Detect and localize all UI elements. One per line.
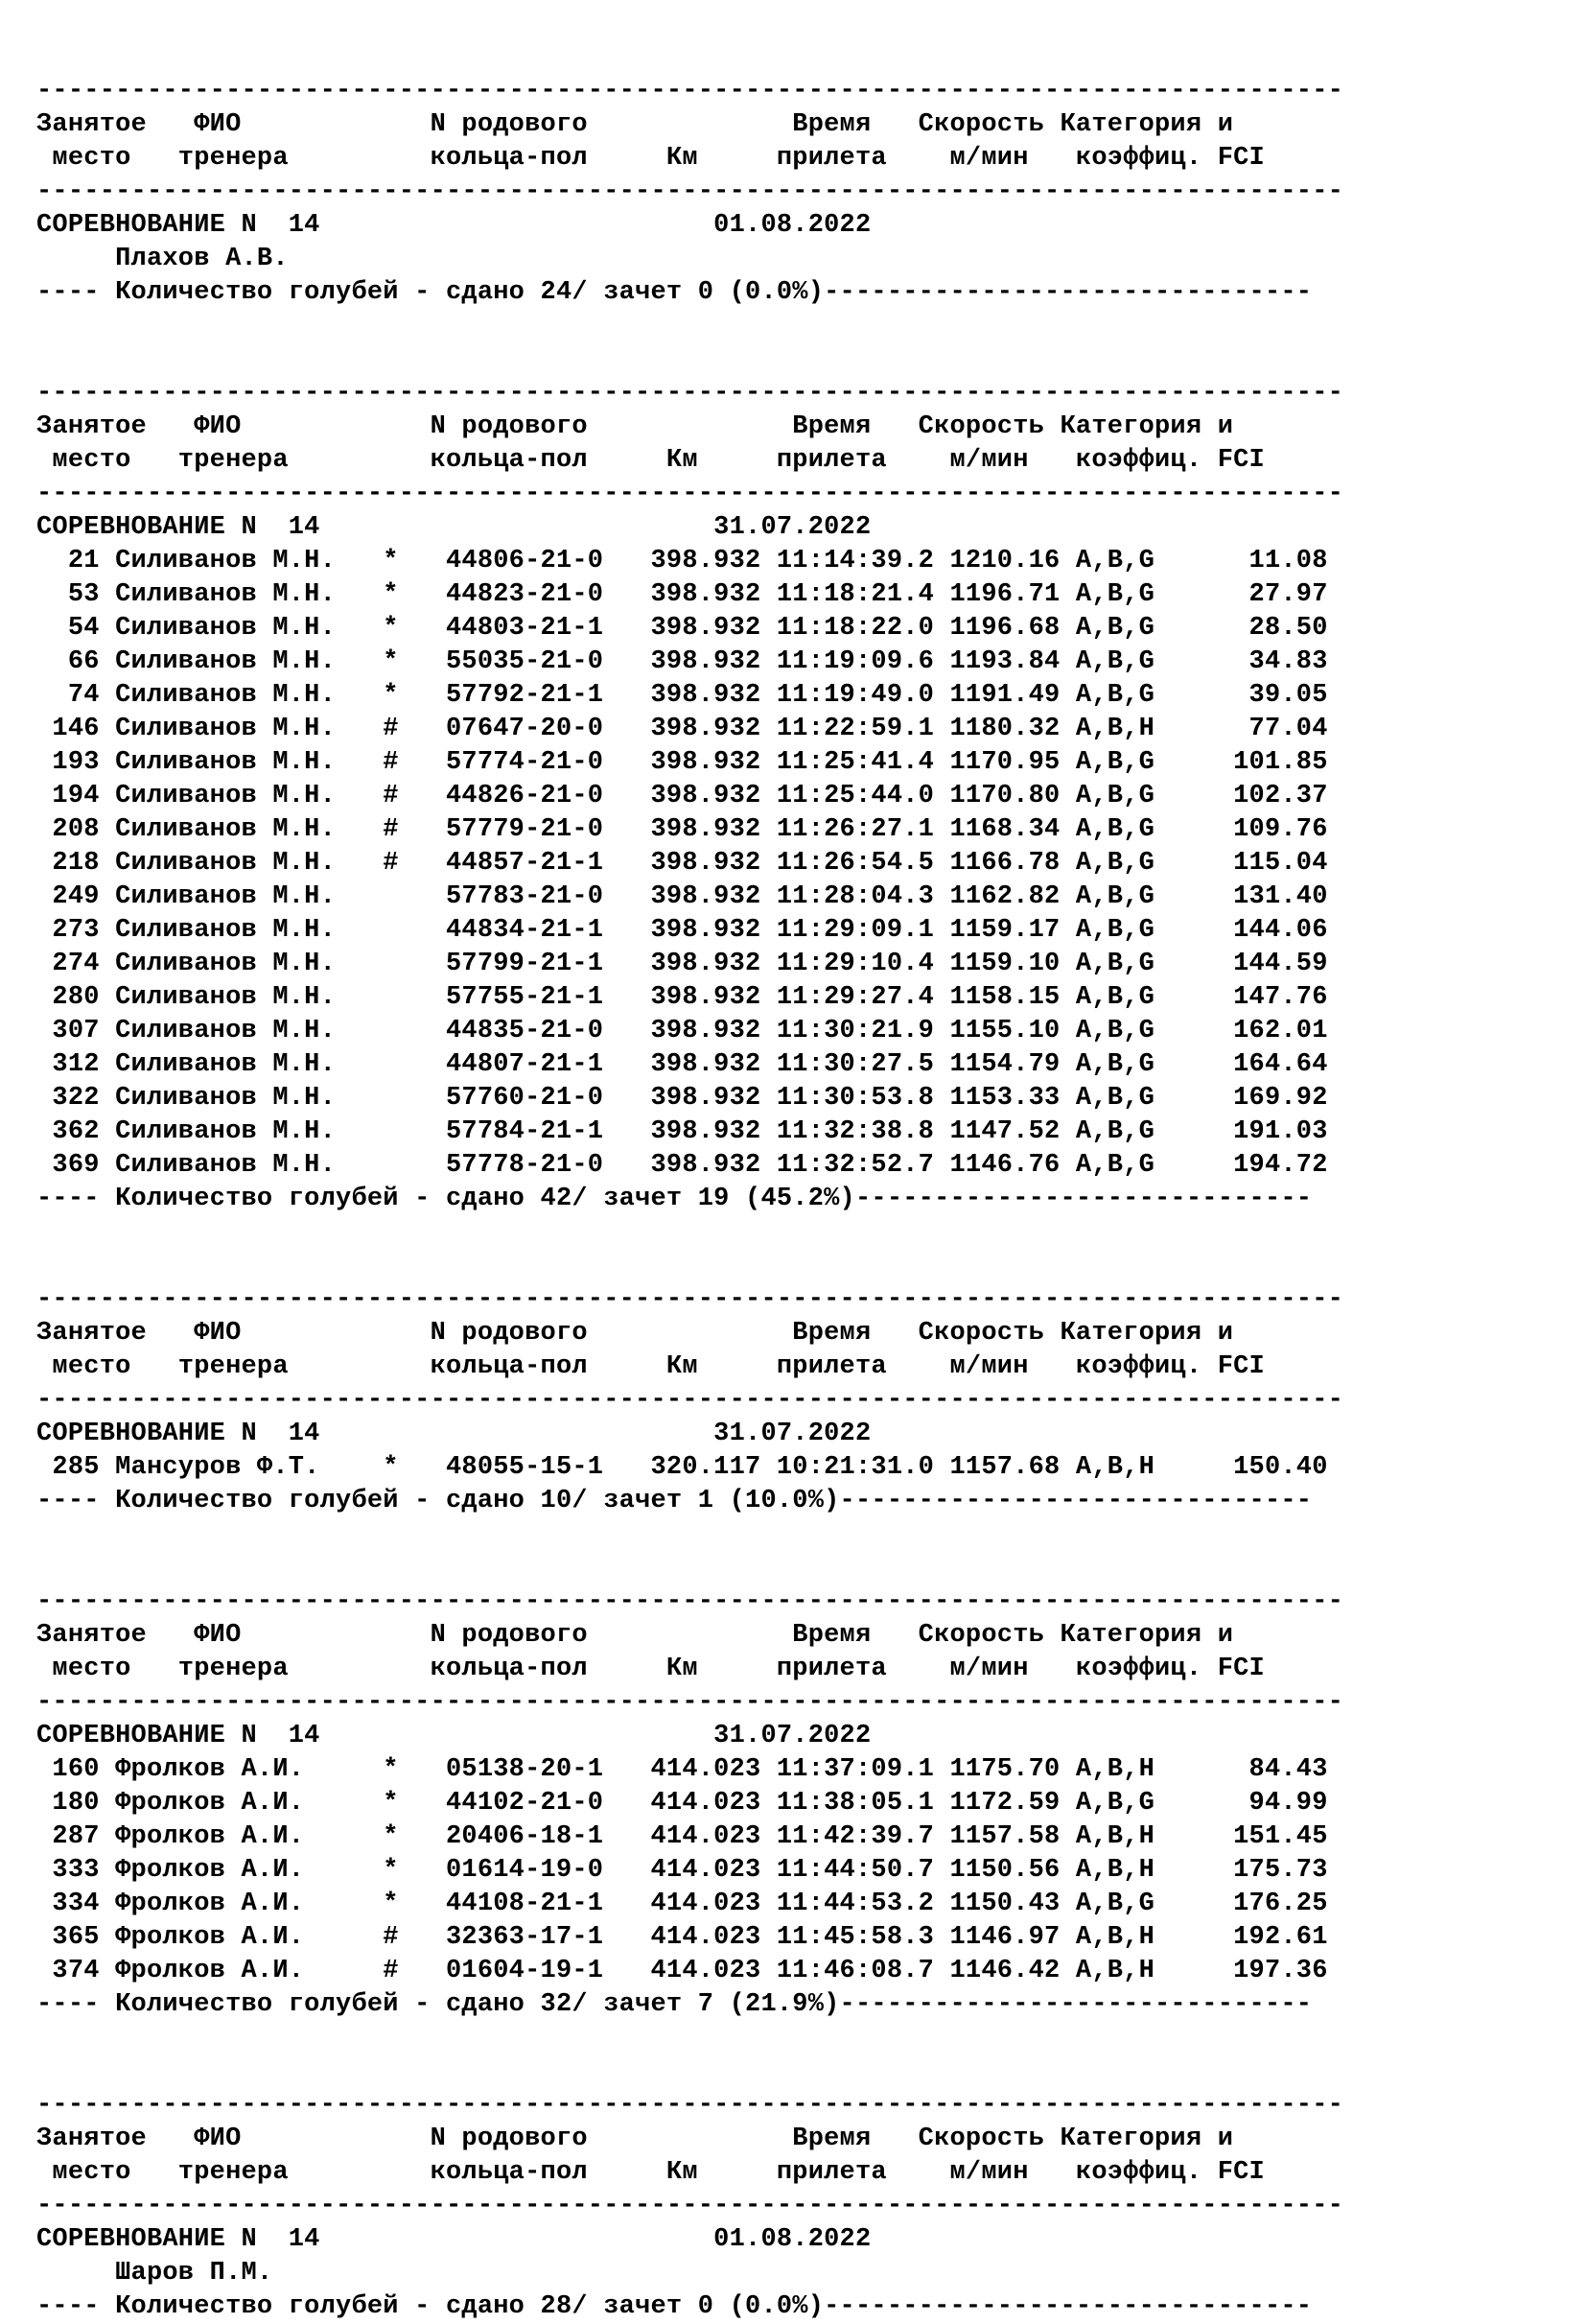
result-row: 322 Силиванов М.Н. 57760-21-0 398.932 11:30:53.8 1153.33 A,B,G 169.92 [36, 1084, 1328, 1113]
section-summary: ---- Количество голубей - сдано 42/ зачет 19 (45.2%)----------------------------- [36, 1185, 1313, 1213]
result-row: 285 Мансуров Ф.Т. * 48055-15-1 320.117 10:21:31.0 1157.68 A,B,H 150.40 [36, 1453, 1328, 1482]
result-row: 193 Силиванов М.Н. # 57774-21-0 398.932 11:25:41.4 1170.95 A,B,G 101.85 [36, 748, 1328, 777]
column-header-line2: место тренера кольца-пол Км прилета м/мин коэффиц. FCI [36, 1655, 1265, 1683]
section-summary: ---- Количество голубей - сдано 10/ зачет 1 (10.0%)------------------------------ [36, 1487, 1313, 1515]
section-summary: ---- Количество голубей - сдано 28/ зачет 0 (0.0%)------------------------------- [36, 2292, 1313, 2321]
column-header-line2: место тренера кольца-пол Км прилета м/мин коэффиц. FCI [36, 1352, 1265, 1381]
column-header-line1: Занятое ФИО N родового Время Скорость Категория и [36, 1319, 1234, 1348]
column-header-line2: место тренера кольца-пол Км прилета м/мин коэффиц. FCI [36, 144, 1265, 173]
results-document [36, 75, 1343, 2324]
header-rule-top: ----------------------------------------------------------------------------------- [36, 2091, 1344, 2120]
result-row: 146 Силиванов М.Н. # 07647-20-0 398.932 11:22:59.1 1180.32 A,B,H 77.04 [36, 715, 1328, 743]
trainer-name: Шаров П.М. [36, 2259, 273, 2288]
header-rule-top: ----------------------------------------------------------------------------------- [36, 379, 1344, 408]
result-row: 365 Фролков А.И. # 32363-17-1 414.023 11:45:58.3 1146.97 A,B,H 192.61 [36, 1923, 1328, 1952]
competition-title: СОРЕВНОВАНИЕ N 14 31.07.2022 [36, 1420, 872, 1448]
result-row: 280 Силиванов М.Н. 57755-21-1 398.932 11:29:27.4 1158.15 A,B,G 147.76 [36, 983, 1328, 1012]
trainer-name: Плахов А.В. [36, 245, 289, 273]
header-rule-bottom: ----------------------------------------------------------------------------------- [36, 1386, 1344, 1415]
result-row: 362 Силиванов М.Н. 57784-21-1 398.932 11:32:38.8 1147.52 A,B,G 191.03 [36, 1117, 1328, 1146]
result-row: 249 Силиванов М.Н. 57783-21-0 398.932 11:28:04.3 1162.82 A,B,G 131.40 [36, 882, 1328, 911]
result-row: 307 Силиванов М.Н. 44835-21-0 398.932 11:30:21.9 1155.10 A,B,G 162.01 [36, 1017, 1328, 1045]
competition-title: СОРЕВНОВАНИЕ N 14 01.08.2022 [36, 2225, 872, 2254]
column-header-line1: Занятое ФИО N родового Время Скорость Категория и [36, 2124, 1234, 2153]
result-row: 273 Силиванов М.Н. 44834-21-1 398.932 11:29:09.1 1159.17 A,B,G 144.06 [36, 916, 1328, 945]
result-row: 334 Фролков А.И. * 44108-21-1 414.023 11:44:53.2 1150.43 A,B,G 176.25 [36, 1890, 1328, 1918]
result-row: 66 Силиванов М.Н. * 55035-21-0 398.932 11:19:09.6 1193.84 A,B,G 34.83 [36, 647, 1328, 676]
column-header-line1: Занятое ФИО N родового Время Скорость Категория и [36, 1621, 1234, 1650]
header-rule-top: ----------------------------------------------------------------------------------- [36, 1587, 1344, 1616]
column-header-line2: место тренера кольца-пол Км прилета м/мин коэффиц. FCI [36, 446, 1265, 475]
result-row: 218 Силиванов М.Н. # 44857-21-1 398.932 11:26:54.5 1166.78 A,B,G 115.04 [36, 849, 1328, 878]
result-row: 274 Силиванов М.Н. 57799-21-1 398.932 11:29:10.4 1159.10 A,B,G 144.59 [36, 950, 1328, 978]
section-gap [36, 310, 1343, 377]
result-row: 369 Силиванов М.Н. 57778-21-0 398.932 11:32:52.7 1146.76 A,B,G 194.72 [36, 1151, 1328, 1180]
result-row: 160 Фролков А.И. * 05138-20-1 414.023 11:37:09.1 1175.70 A,B,H 84.43 [36, 1755, 1328, 1784]
result-row: 180 Фролков А.И. * 44102-21-0 414.023 11:38:05.1 1172.59 A,B,G 94.99 [36, 1789, 1328, 1818]
header-rule-bottom: ----------------------------------------------------------------------------------- [36, 177, 1344, 206]
result-row: 374 Фролков А.И. # 01604-19-1 414.023 11:46:08.7 1146.42 A,B,H 197.36 [36, 1957, 1328, 1985]
result-row: 21 Силиванов М.Н. * 44806-21-0 398.932 11:14:39.2 1210.16 A,B,G 11.08 [36, 547, 1328, 575]
result-row: 333 Фролков А.И. * 01614-19-0 414.023 11:44:50.7 1150.56 A,B,H 175.73 [36, 1856, 1328, 1885]
section-summary: ---- Количество голубей - сдано 32/ зачет 7 (21.9%)------------------------------ [36, 1990, 1313, 2019]
section-gap [36, 1216, 1343, 1283]
result-row: 287 Фролков А.И. * 20406-18-1 414.023 11:42:39.7 1157.58 A,B,H 151.45 [36, 1822, 1328, 1851]
header-rule-top: ----------------------------------------------------------------------------------- [36, 77, 1344, 106]
result-row: 54 Силиванов М.Н. * 44803-21-1 398.932 11:18:22.0 1196.68 A,B,G 28.50 [36, 614, 1328, 643]
result-row: 74 Силиванов М.Н. * 57792-21-1 398.932 11:19:49.0 1191.49 A,B,G 39.05 [36, 681, 1328, 710]
section-gap [36, 1518, 1343, 1585]
header-rule-top: ----------------------------------------------------------------------------------- [36, 1285, 1344, 1314]
column-header-line1: Занятое ФИО N родового Время Скорость Категория и [36, 110, 1234, 139]
result-row: 194 Силиванов М.Н. # 44826-21-0 398.932 11:25:44.0 1170.80 A,B,G 102.37 [36, 782, 1328, 810]
column-header-line1: Занятое ФИО N родового Время Скорость Категория и [36, 412, 1234, 441]
header-rule-bottom: ----------------------------------------------------------------------------------- [36, 480, 1344, 508]
section-gap [36, 2022, 1343, 2089]
header-rule-bottom: ----------------------------------------------------------------------------------- [36, 2192, 1344, 2220]
competition-title: СОРЕВНОВАНИЕ N 14 01.08.2022 [36, 211, 872, 240]
header-rule-bottom: ----------------------------------------------------------------------------------- [36, 1688, 1344, 1717]
competition-title: СОРЕВНОВАНИЕ N 14 31.07.2022 [36, 1722, 872, 1750]
competition-title: СОРЕВНОВАНИЕ N 14 31.07.2022 [36, 513, 872, 542]
result-row: 312 Силиванов М.Н. 44807-21-1 398.932 11:30:27.5 1154.79 A,B,G 164.64 [36, 1050, 1328, 1079]
result-row: 208 Силиванов М.Н. # 57779-21-0 398.932 11:26:27.1 1168.34 A,B,G 109.76 [36, 815, 1328, 844]
section-summary: ---- Количество голубей - сдано 24/ зачет 0 (0.0%)------------------------------- [36, 278, 1313, 307]
column-header-line2: место тренера кольца-пол Км прилета м/мин коэффиц. FCI [36, 2158, 1265, 2187]
result-row: 53 Силиванов М.Н. * 44823-21-0 398.932 11:18:21.4 1196.71 A,B,G 27.97 [36, 580, 1328, 609]
